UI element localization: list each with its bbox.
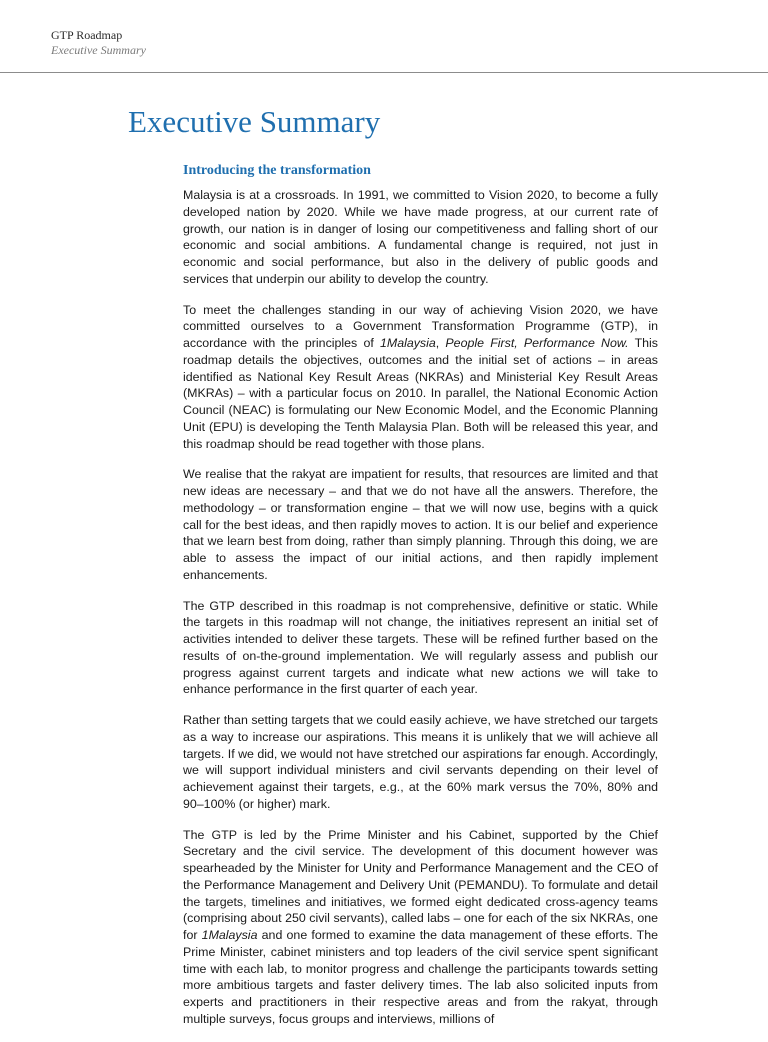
paragraph-5 [183, 712, 658, 813]
paragraph-3 [183, 466, 658, 583]
running-header [51, 28, 146, 58]
paragraph-2 [183, 302, 658, 453]
section-heading: Introducing the transformation [183, 163, 371, 178]
running-header-subtitle: Executive Summary [51, 43, 146, 57]
paragraph-1 [183, 187, 658, 288]
paragraph-2-text-end: This roadmap details the objectives, outcomes and the initial set of actions – in areas identified as National Key Result Areas (NKRAs) and Ministerial Key Result Areas (MKRAs) – with a particular focus on 2010. In parallel, the National Economic Action Council (NEAC) is formulating our New Economic Model, and the Economic Planning Unit (EPU) is developing the Tenth Malaysia Plan. Both will be released this year, and this roadmap should be read together with those plans. [183, 336, 658, 451]
paragraph-5-text: Rather than setting targets that we could easily achieve, we have stretched our targets as a way to increase our aspirations. This means it is unlikely that we will achieve all targets. If we did, we would not have stretched our aspirations far enough. Accordingly, we will support individual ministers and civil servants depending on their level of achievement against their targets, e.g., at the 60% mark versus the 70%, 80% and 90–100% (or higher) mark. [183, 713, 659, 811]
paragraph-2-italic-1malaysia: 1Malaysia [379, 336, 436, 350]
page-title: Executive Summary [128, 104, 381, 139]
paragraph-2-text-start: To meet the challenges standing in our way of achieving Vision 2020, we have committed ourselves to a Government Transformation Programme (GTP), in accordance with the principles of [183, 302, 658, 350]
paragraph-4-text: The GTP described in this roadmap is not comprehensive, definitive or static. While the targets in this roadmap will not change, the initiatives represent an initial set of activities intended to deliver these targets. These will be refined further based on the results of on-the-ground implementation. We will regularly assess and publish our progress against current targets and indicate what new actions we will take to enhance performance in the first quarter of each year. [183, 598, 658, 697]
paragraph-6-italic-1malaysia: 1Malaysia [201, 928, 258, 942]
paragraph-3-text: We realise that the rakyat are impatient for results, that resources are limited and that new ideas are necessary – and that we do not have all the answers. Therefore, the methodology – or transformation engine – that we will now use, begins with a quick call for the best ideas, and then rapidly moves to action. It is our belief and experience that we learn best from doing, rather than simply planning. Through this doing, we are able to assess the impact of our initial actions, and then rapidly implement enhancements. [183, 467, 658, 582]
paragraph-2-separator: , [435, 336, 446, 350]
header-divider [0, 72, 768, 73]
paragraph-1-text: Malaysia is at a crossroads. In 1991, we committed to Vision 2020, to become a fully developed nation by 2020. While we have made progress, at our current rate of growth, our nation is in danger of losing our competitiveness and falling short of our economic and social ambitions. A fundamental change is required, not just in economic and social performance, but also in the delivery of public goods and services that underpin our ability to develop the country. [183, 188, 658, 286]
paragraph-6-text-end: and one formed to examine the data management of these efforts. The Prime Minister, cabinet ministers and top leaders of the civil service spent significant time with each lab, to monitor progress and challenge the participants towards setting more ambitious targets and faster delivery times. The lab also solicited inputs from experts and practitioners in their respective areas and from the rakyat, through multiple surveys, focus groups and interviews, millions of [183, 928, 658, 1026]
paragraph-6 [183, 827, 658, 1028]
paragraph-2-italic-tagline: People First, Performance Now. [445, 336, 629, 350]
body-content [183, 161, 658, 1042]
running-header-title: GTP Roadmap [51, 28, 123, 42]
paragraph-6-text-start: The GTP is led by the Prime Minister and his Cabinet, supported by the Chief Secretary and the civil service. The development of this document however was spearheaded by the Minister for Unity and Performance Management and the CEO of the Performance Management and Delivery Unit (PEMANDU). To formulate and detail the targets, timelines and initiatives, we formed eight dedicated cross-agency teams (comprising about 250 civil servants), called labs – one for each of the six NKRAs, one for [183, 827, 658, 942]
paragraph-4 [183, 598, 658, 699]
